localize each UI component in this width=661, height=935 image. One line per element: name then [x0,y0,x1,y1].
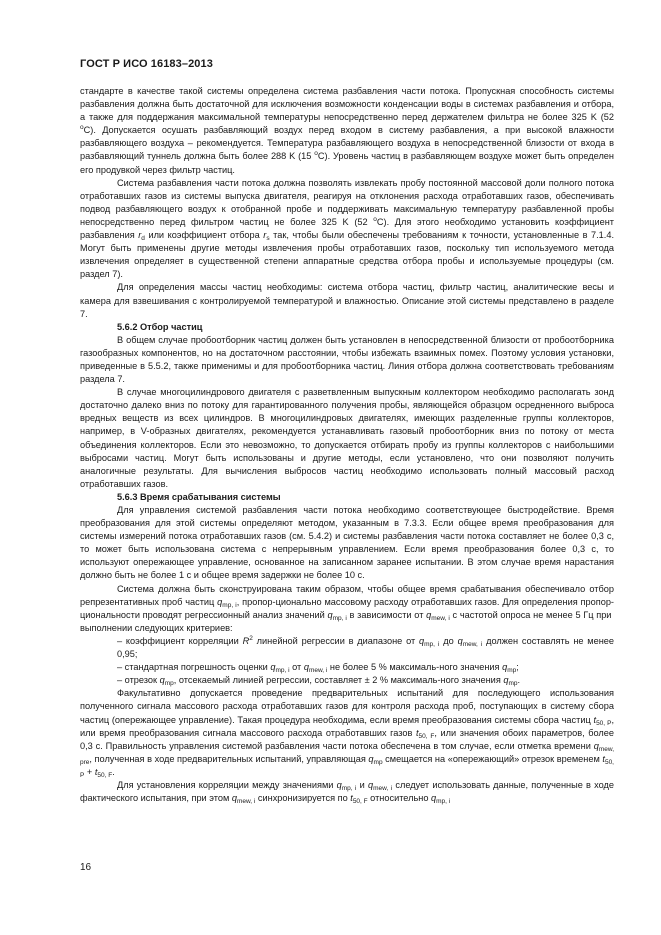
section-heading-5-6-2: 5.6.2 Отбор частиц [117,321,203,332]
paragraph-mass-determination: Для определения массы частиц необходимы: система отбора частиц, фильтр частиц, аналитические весы и камера для взвешивания с контролируемой температурой и влажностью. Описание этой системы представлено в разделе 7. [80,282,614,319]
paragraph-multicylinder: В случае многоцилиндрового двигателя с разветвленным выпускным коллектором необходимо располагать зонд достаточно далеко вниз по потоку для гарантированного получения пробы, являющейся образцом осредненного выброса вредных веществ из всех цилиндров. В многоцилиндровых двигателях, имеющих разделенные группы коллекторов, например, в V-образных двигателях, рекомендуется устанавливать газовый пробоотборник вниз по потоку от места объединения коллекторов. Если это невозможно, то допускается отбирать пробу из группы коллекторов с наибольшими выбросами частиц. Могут быть использованы и другие методы, если установлено, что они позволяют получить аналогичные результаты. Для вычисления выбросов частиц необходимо использовать полный массовый расход отработавших газов. [80,387,614,489]
paragraph-probe-location: В общем случае пробоотборник частиц должен быть установлен в непосредственной близости от пробоотборника газообразных компонентов, но на достаточном расстоянии, чтобы избежать взаимных помех. Поэтому условия установки, приведенные в 5.5.2, также применимы и для пробоотборника частиц. Линия отбора должна соответствовать требованиям раздела 7. [80,334,614,385]
paragraph-system-design: Система должна быть сконструирована таким образом, чтобы общее время срабатывания обеспечивало отбор репрезентативных проб частиц $q_{mp, i}$, пропор-ционально массовому расходу отработавших газов. Для определения пропор-циональности проводят регрессионный анализ значений $q_{mp, i}$ в зависимости от $q_{mew, i}$ с частотой опроса не менее 5 Гц при выполнении следующих критериев: [80,583,614,633]
criterion-standard-error: – стандартная погрешность оценки $q_{mp, i}$ от $q_{mew, i}$ не более 5 % максималь-ного значения $q_{mp}$; [117,662,519,675]
page-header: ГОСТ Р ИСО 16183–2013 [80,58,213,70]
criterion-intercept: – отрезок $q_{mp}$, отсекаемый линией регрессии, составляет ± 2 % максималь-ного значения $q_{mp}$. [117,675,521,688]
paragraph-partial-flow: Система разбавления части потока должна позволять извлекать пробу постоянной массовой доли полного потока отработавших газов из системы выпуска двигателя, реагируя на отклонения расхода отработавших газов, обеспечивать подвод разбавляющего воздух к отобранной пробе и поддерживать максимальную температуру разбавленной пробы непосредственно перед фильтром частиц не более 325 K (52 $^o$C). Для этого необходимо установить коэффициент разбавления $r_d$ или коэффициент отбора $r_s$ так, чтобы были обеспечены требованиям к точности, установленные в 7.1.4. Могут быть применены другие методы извлечения пробы отработавших газов, поскольку тип используемого метода извлечения определяет в существенной степени аппаратные средства отбора пробы и используемые процедуры (см. раздел 7). [80,177,615,280]
page-number: 16 [80,862,92,873]
criterion-correlation: – коэффициент корреляции $R^2$ линейной регрессии в диапазоне от $q_{mp, i}$ до $q_{mew, i}$ должен составлять не менее 0,95; [117,634,615,660]
paragraph-lookahead-control: Факультативно допускается проведение предварительных испытаний для последующего использования полученного сигнала массового расхода отработавших газов для контроля расхода проб, поступающих в систему сбора частиц (опережающее управление). Такая процедура необходима, если время преобразования системы сбора частиц $t_{50, P}$, или время преобразования сигнала массового расхода отработавших газов $t_{50, F}$, или значения обоих параметров, более 0,3 с. Правильность управления системой разбавления части потока обеспечена в том случае, если отметка времени $q_{mew, pre}$, полученная в ходе предварительных испытаний, управляющая $q_{mp}$ смещается на «опережающий» отрезок временем $t_{50, P} + t_{50, F}$. [80,688,614,779]
section-heading-5-6-3: 5.6.3 Время срабатывания системы [117,491,281,502]
paragraph-correlation-data: Для установления корреляции между значениями $q_{mp, i}$ и $q_{mew, i}$ следует использовать данные, полученные в ходе фактического испытания, при этом $q_{mew, i}$ синхронизируется по $t_{50, F}$ относительно $q_{mp, i}$ [80,779,614,806]
body-text [80,85,614,805]
paragraph-dilution-intro: стандарте в качестве такой системы определена система разбавления части потока. Пропускная способность системы разбавления должна быть достаточной для исключения возможности конденсации воды в системах разбавления и отбора, а также для поддержания максимальной температуры непосредственно перед держателем фильтра не более 325 K (52 $^o$C). Допускается осушать разбавляющий воздух перед входом в систему разбавления, а при высокой влажности разбавляющего воздуха – рекомендуется. Температура разбавляющего воздуха в непосредственной близости от входа в разбавляющий туннель должна быть более 288 K (15 $^o$C). Уровень частиц в разбавляющем воздухе может быть определен его продувкой через фильтр частиц. [80,86,614,175]
paragraph-response-time: Для управления системой разбавления части потока необходимо соответствующее быстродействие. Время преобразования для этой системы определяют методом, указанным в 7.3.3. Если общее время преобразования для системы измерений потока отработавших газов (см. 5.4.2) и системы разбавления части потока составляет не более 0,3 с, то может быть использована система с непрерывным управлением. Если время преобразования более 0,3 с, то используют опережающее управление, основанное на записанном заранее испытании. В этом случае время нарастания должно быть не более 1 с и общее время задержки не более 10 с. [80,505,614,581]
